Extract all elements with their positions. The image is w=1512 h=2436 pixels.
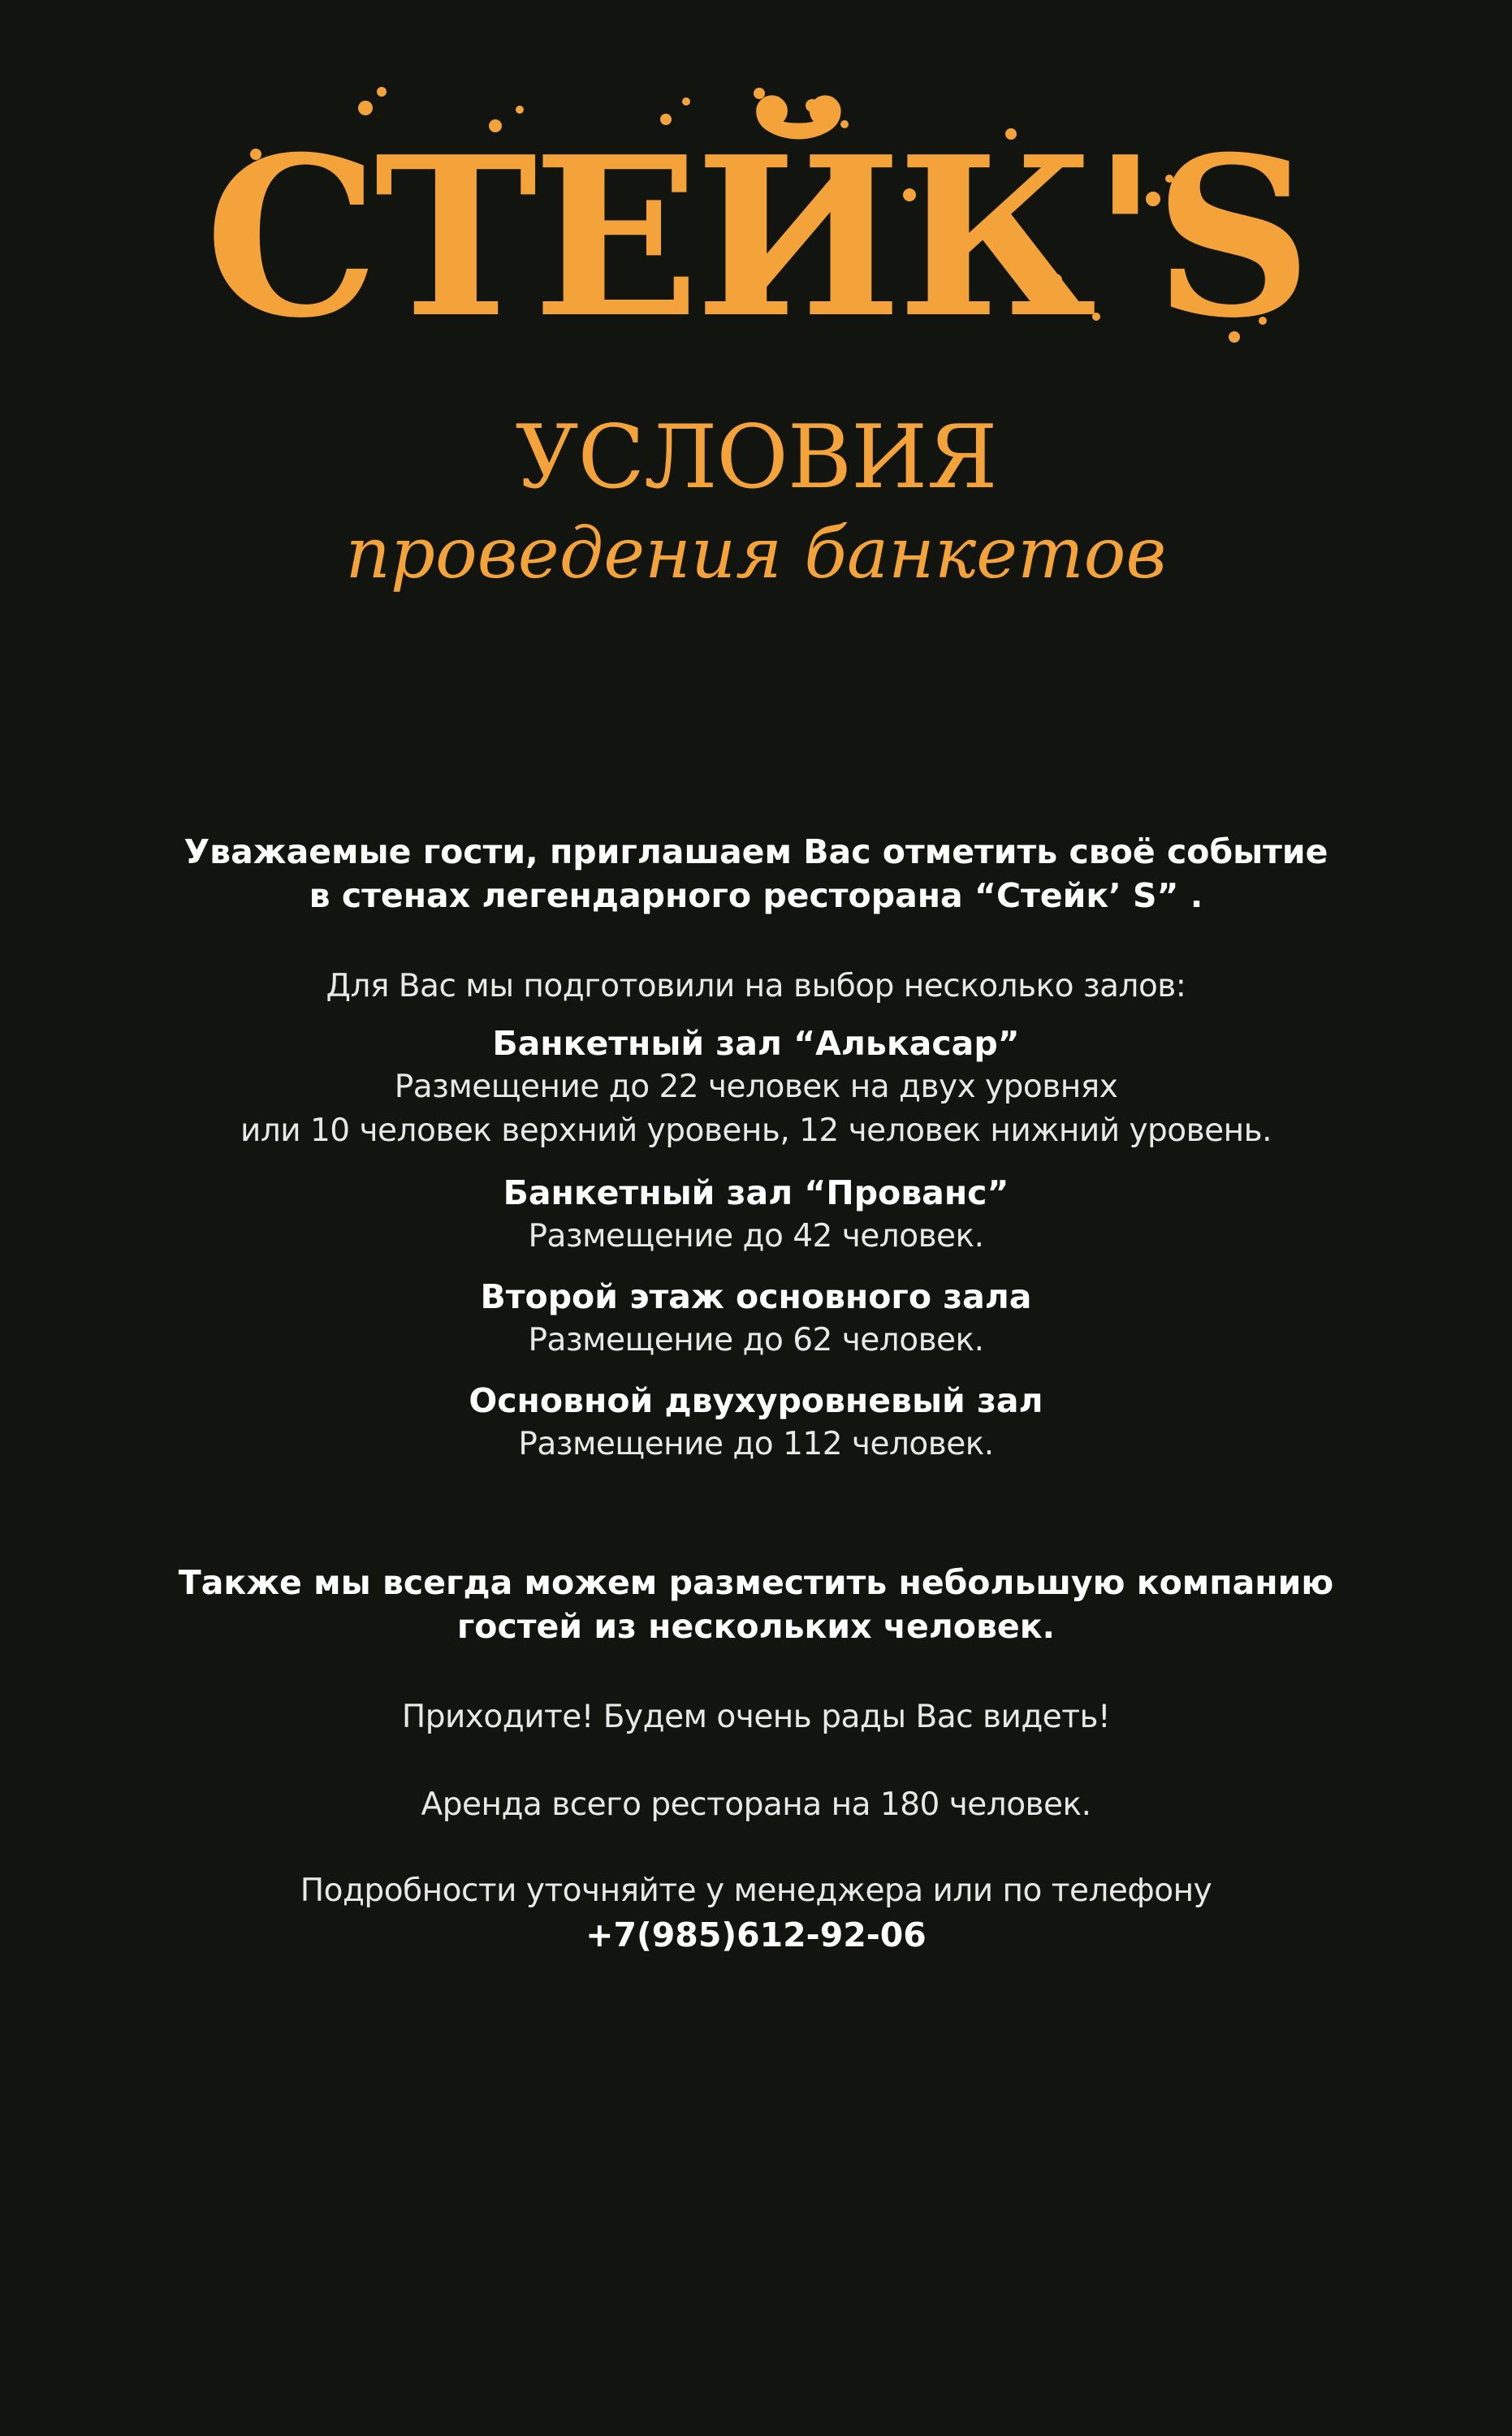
hall-detail: Размещение до 112 человек. (518, 1426, 994, 1462)
hall-name: Второй этаж основного зала (480, 1277, 1032, 1316)
intro-line: Уважаемые гости, приглашаем Вас отметить своё событие (184, 832, 1328, 871)
page-title: УСЛОВИЯ (515, 407, 997, 508)
logo-text: СТЕЙК'S (205, 108, 1307, 366)
hall-name: Банкетный зал “Алькасар” (492, 1024, 1020, 1063)
contact-block (0, 1869, 1512, 1957)
hall-detail: Размещение до 62 человек. (528, 1322, 984, 1358)
hall-detail: или 10 человек верхний уровень, 12 человек нижний уровень. (240, 1112, 1272, 1149)
hall-item-alcazar (0, 1021, 1512, 1153)
small-company-line: Также мы всегда можем разместить небольшую компанию (178, 1563, 1334, 1602)
page-subtitle: проведения банкетов (345, 513, 1167, 594)
hall-item-provence (0, 1171, 1512, 1259)
intro-text (0, 830, 1512, 918)
contact-text: Подробности уточняйте у менеджера или по телефону (300, 1872, 1212, 1909)
hall-detail: Размещение до 22 человек на двух уровнях (394, 1069, 1118, 1105)
restaurant-logo (0, 77, 1512, 369)
hall-name: Банкетный зал “Прованс” (503, 1173, 1009, 1212)
intro-line: в стенах легендарного ресторана “Стейк’ S” . (309, 876, 1203, 915)
welcome-text: Приходите! Будем очень рады Вас видеть! (401, 1699, 1111, 1735)
small-company-text (0, 1561, 1512, 1648)
hall-item-main-hall (0, 1379, 1512, 1466)
small-company-line: гостей из нескольких человек. (456, 1607, 1056, 1646)
halls-intro: Для Вас мы подготовили на выбор несколько залов: (326, 968, 1186, 1004)
phone-number[interactable]: +7(985)612-92-06 (585, 1916, 927, 1954)
rent-text: Аренда всего ресторана на 180 человек. (421, 1786, 1091, 1823)
hall-detail: Размещение до 42 человек. (528, 1218, 984, 1255)
logo-artwork (0, 77, 1512, 369)
hall-name: Основной двухуровневый зал (469, 1381, 1043, 1420)
hall-item-second-floor (0, 1275, 1512, 1363)
